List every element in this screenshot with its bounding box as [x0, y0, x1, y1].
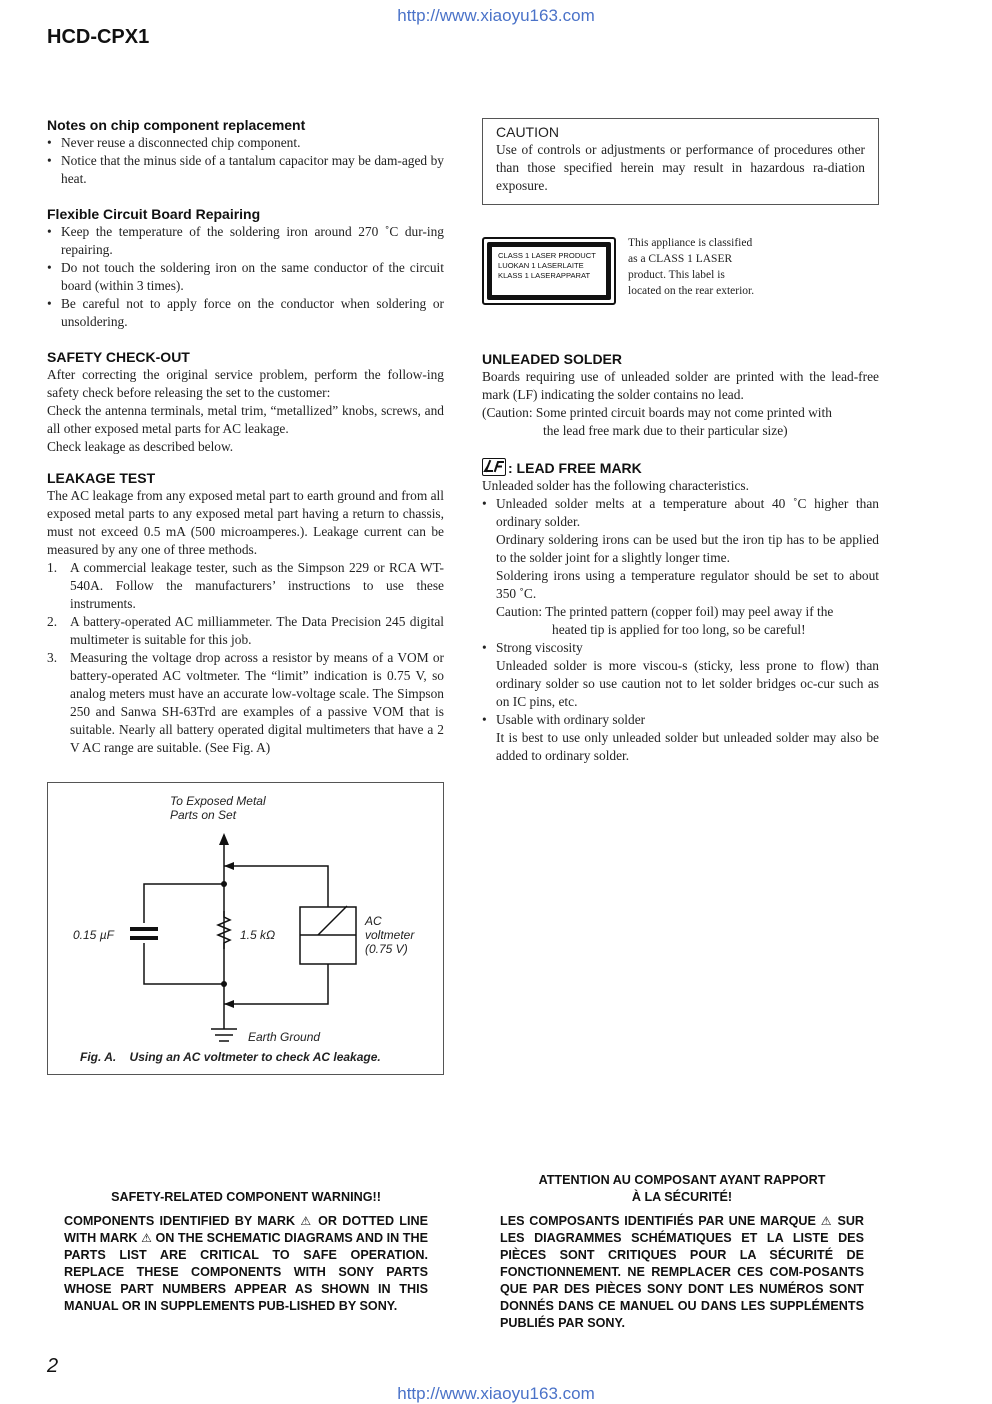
laser-line: LUOKAN 1 LASERLAITE [498, 261, 584, 270]
unleaded-title: UNLEADED SOLDER [482, 351, 623, 367]
laser-note: This appliance is classified as a CLASS 1 LASER product. This label is located on the rear exterior. [628, 237, 755, 297]
bullet-title: • Usable with ordinary solder [496, 712, 646, 727]
right-column [482, 350, 879, 765]
list-item: • Do not touch the soldering iron on the same conductor of the circuit board (within 3 times). [47, 259, 444, 295]
bullet-title: • Unleaded solder melts at a temperature about 40 ˚C higher than ordinary solder. [496, 496, 879, 529]
warning-text: COMPONENTS IDENTIFIED BY MARK [64, 1214, 296, 1228]
capacitor-label: 0.15 µF [73, 928, 114, 942]
leadfree-title: : LEAD FREE MARK [508, 460, 642, 476]
top-label-line: Parts on Set [170, 808, 237, 822]
safety-warning-fr [500, 1172, 864, 1332]
meter-label [365, 914, 414, 956]
item-number: 1. [47, 560, 58, 575]
list-item [482, 639, 879, 711]
caution-text: Use of controls or adjustments or performance of procedures other than those specified herein may result in hazardous ra-diation exposure. [496, 142, 865, 193]
caution-box [482, 118, 879, 205]
safety-warning-en [64, 1189, 428, 1315]
laser-label [482, 237, 616, 305]
bullet-text: Soldering irons using a temperature regulator should be set to about 350 ˚C. [496, 568, 879, 601]
list-item [47, 649, 444, 757]
list-item: • Notice that the minus side of a tantalum capacitor may be dam-aged by heat. [47, 152, 444, 188]
warning-fr-title [500, 1172, 864, 1206]
warning-en-body [64, 1213, 428, 1315]
leakage-p1: The AC leakage from any exposed metal part to earth ground and from all exposed metal parts to any exposed metal part having a return to chassis, must not exceed 0.5 mA (500 microamperes.). Leakage current can be measured by any one of three methods. [47, 488, 444, 557]
warning-text: OR DOTTED LINE WITH MARK [64, 1214, 428, 1245]
resistor-label: 1.5 kΩ [240, 928, 276, 942]
meter-label-line: AC [365, 914, 382, 928]
left-column [47, 116, 444, 757]
warning-fr-title-line: À LA SÉCURITÉ! [631, 1190, 733, 1204]
leakage-methods [47, 559, 444, 757]
item-number: 3. [47, 650, 58, 665]
bullet-caution-cont: heated tip is applied for too long, so be careful! [552, 622, 806, 637]
leakage-title: LEAKAGE TEST [47, 470, 156, 486]
unleaded-p1: Boards requiring use of unleaded solder are printed with the lead-free mark (LF) indicating the solder contains no lead. [482, 369, 879, 402]
bullet-title: • Strong viscosity [496, 640, 583, 655]
list-item [482, 495, 879, 639]
list-item [47, 559, 444, 613]
meter-label-line: (0.75 V) [365, 942, 408, 956]
warning-fr-body [500, 1213, 864, 1332]
warning-text: ON THE SCHEMATIC DIAGRAMS AND IN THE PARTS LIST ARE CRITICAL TO SAFE OPERATION. REPLACE THESE COMPONENTS WITH SONY PARTS WHOSE PART NUMBERS APPEAR AS SHOWN IN THIS MANUAL OR IN SUPPLEMENTS PUB-LISHED BY SONY. [64, 1231, 428, 1313]
unleaded-caution: (Caution: Some printed circuit boards may not come printed with [482, 405, 832, 420]
laser-line: KLASS 1 LASERAPPARAT [498, 271, 591, 280]
ground-label: Earth Ground [248, 1030, 321, 1044]
chip-list [47, 134, 444, 188]
laser-label-text [492, 247, 606, 295]
lead-free-mark-icon [482, 458, 506, 476]
list-item [482, 711, 879, 765]
footer-url[interactable]: http://www.xiaoyu163.com [397, 1384, 595, 1403]
bullet-text: It is best to use only unleaded solder but unleaded solder may also be added to ordinary solder. [496, 730, 879, 763]
unleaded-caution-cont: the lead free mark due to their particular size) [543, 423, 788, 438]
warning-triangle-icon: ⚠ [141, 1231, 152, 1245]
safety-p2: Check the antenna terminals, metal trim, “metallized” knobs, screws, and all other exposed metal parts for AC leakage. [47, 403, 444, 436]
leadfree-title-row [482, 458, 879, 477]
list-item: • Never reuse a disconnected chip component. [47, 134, 444, 152]
page-number: 2 [47, 1355, 59, 1377]
flex-list [47, 223, 444, 331]
model-title: HCD-CPX1 [47, 26, 150, 48]
bullet-text: Unleaded solder is more viscou-s (sticky, less prone to flow) than ordinary solder so use caution not to let solder bridges oc-cur such as on IC pins, etc. [496, 658, 879, 709]
laser-label-frame [487, 242, 611, 300]
meter-label-line: voltmeter [365, 928, 415, 942]
flex-title: Flexible Circuit Board Repairing [47, 206, 261, 222]
item-text: A battery-operated AC milliammeter. The Data Precision 245 digital multimeter is suitable for this job. [70, 614, 444, 647]
bullet-caution: Caution: The printed pattern (copper foil) may peel away if the [496, 604, 834, 619]
header-url[interactable]: http://www.xiaoyu163.com [397, 6, 595, 25]
list-item: • Keep the temperature of the soldering iron around 270 ˚C dur-ing repairing. [47, 223, 444, 259]
warning-fr-title-line: ATTENTION AU COMPOSANT AYANT RAPPORT [538, 1173, 826, 1187]
safety-title: SAFETY CHECK-OUT [47, 349, 190, 365]
list-item [47, 613, 444, 649]
leadfree-intro: Unleaded solder has the following characteristics. [482, 478, 749, 493]
warning-en-title: SAFETY-RELATED COMPONENT WARNING!! [111, 1190, 381, 1204]
list-item: • Be careful not to apply force on the conductor when soldering or unsoldering. [47, 295, 444, 331]
figure-caption: Fig. A. Using an AC voltmeter to check AC leakage. [80, 1050, 381, 1064]
top-label [170, 794, 266, 822]
item-text: A commercial leakage tester, such as the Simpson 229 or RCA WT-540A. Follow the manufacturers’ instructions to use these instruments. [70, 560, 444, 611]
warning-triangle-icon: ⚠ [300, 1214, 313, 1228]
safety-p1: After correcting the original service problem, perform the follow-ing safety check before releasing the set to the customer: [47, 367, 444, 400]
warning-triangle-icon: ⚠ [820, 1214, 833, 1228]
bullet-text: Ordinary soldering irons can be used but the iron tip has to be applied to the solder joint for a slightly longer time. [496, 532, 879, 565]
top-label-line: To Exposed Metal [170, 794, 266, 808]
item-number: 2. [47, 614, 58, 629]
warning-text: SUR LES DIAGRAMMES SCHÉMATIQUES ET LA LISTE DES PIÈCES SONT CRITIQUES POUR LA SÉCURITÉ DE FONCTIONNEMENT. NE REMPLACER CES COM-POSANTS QUE PAR DES PIÈCES SONY DONT LES NUMÉROS SONT DONNÉS DANS CE MANUEL OU DANS LES SUPPLÉMENTS PUBLIÉS PAR SONY. [500, 1214, 865, 1330]
leadfree-list [482, 495, 879, 765]
chip-title: Notes on chip component replacement [47, 117, 306, 133]
laser-line: CLASS 1 LASER PRODUCT [498, 251, 596, 260]
warning-text: LES COMPOSANTS IDENTIFIÉS PAR UNE MARQUE [500, 1214, 816, 1228]
caution-title: CAUTION [496, 124, 559, 140]
safety-p3: Check leakage as described below. [47, 439, 234, 454]
figure-a [47, 782, 444, 1075]
item-text: Measuring the voltage drop across a resistor by means of a VOM or battery-operated AC voltmeter. The “limit” indication is 0.75 V, so analog meters must have an accurate low-voltage scale. The Simpson 250 and Sanwa SH-63Trd are examples of a passive VOM that is suitable. Nearly all battery operated digital multimeters that have a 2 V AC range are suitable. (See Fig. A) [70, 650, 444, 755]
